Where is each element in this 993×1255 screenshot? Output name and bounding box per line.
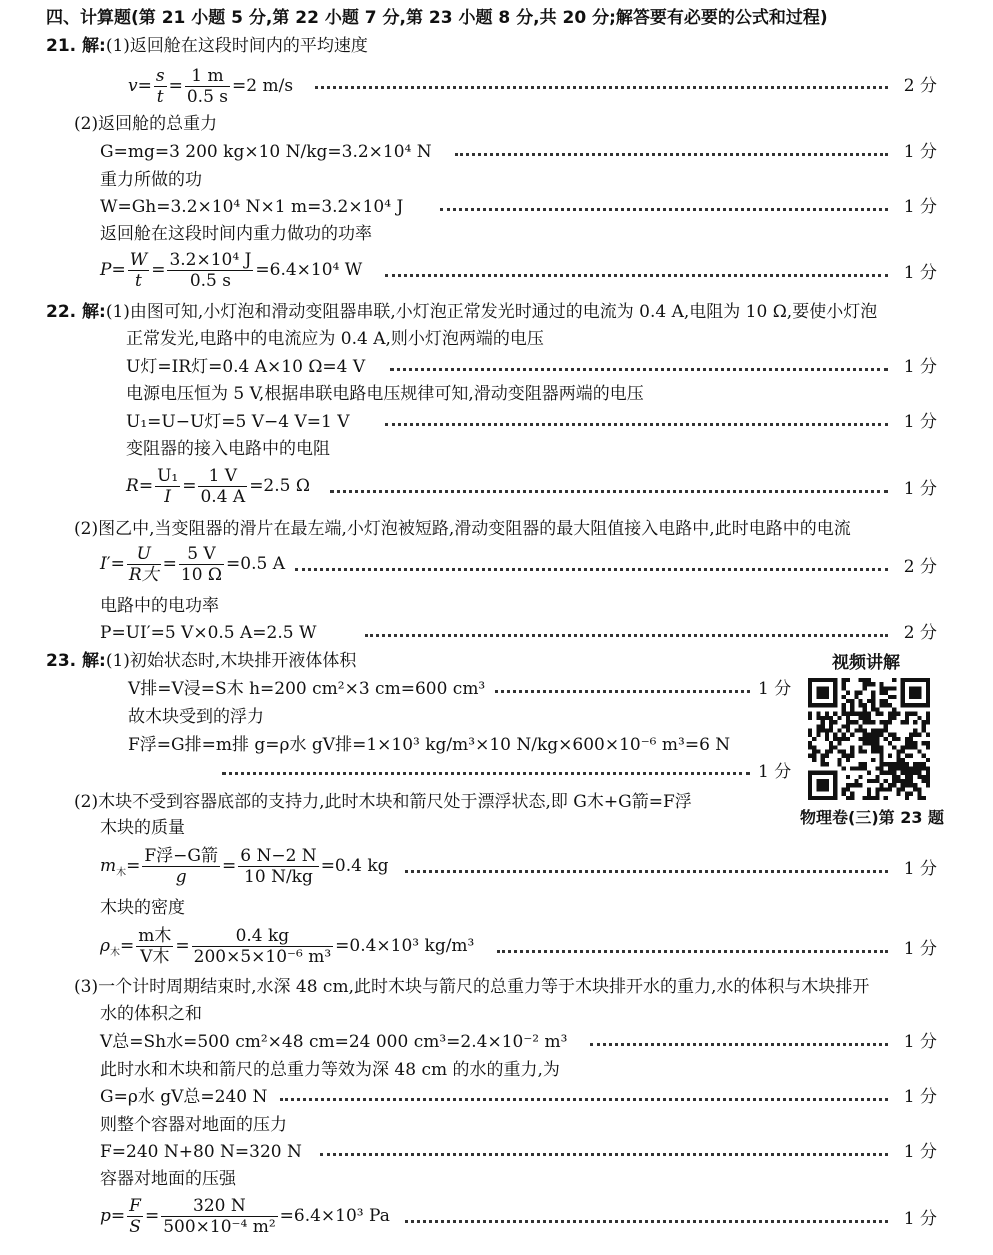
q23-force-equation: F=240 N+80 N=320 N [100, 1142, 302, 1162]
score: 1 分 [903, 1032, 937, 1052]
q21-velocity-equation: v= $\frac{s}{t}$ = $\frac{1 m}{0.5 s}$ =2 m/s [128, 66, 294, 107]
dot-leader [320, 1153, 888, 1156]
q21-work-text: 重力所做的功 [100, 170, 202, 190]
q23-density-text: 木块的密度 [100, 898, 185, 918]
score: 1 分 [903, 479, 937, 499]
dot-leader [495, 690, 750, 693]
score: 1 分 [903, 1142, 937, 1162]
q22-power-equation: P=UI′=5 V×0.5 A=2.5 W [100, 623, 317, 643]
qr-code[interactable] [806, 678, 932, 800]
score: 2 分 [903, 76, 937, 96]
score: 1 分 [758, 762, 792, 782]
score: 1 分 [758, 679, 792, 699]
qr-title: 视频讲解 [832, 653, 900, 673]
q22-power-text: 电路中的电功率 [100, 596, 219, 616]
q22-line1: 22. 解:(1)由图可知,小灯泡和滑动变阻器串联,小灯泡正常发光时通过的电流为 0.4 A,电阻为 10 Ω,要使小灯泡 [46, 302, 878, 322]
q23-buoyancy-equation: F浮=G排=m排 g=ρ水 gV排=1×10³ kg/m³×10 N/kg×600×10⁻⁶ m³=6 N [128, 735, 731, 755]
q23-gravity-text: 此时水和木块和箭尺的总重力等效为深 48 cm 的水的重力,为 [100, 1060, 560, 1080]
q22-part2-line1: (2)图乙中,当变阻器的滑片在最左端,小灯泡被短路,滑动变阻器的最大阻值接入电路中,此时电路中的电流 [74, 519, 851, 539]
score: 1 分 [903, 412, 937, 432]
dot-leader [295, 568, 888, 571]
score: 1 分 [903, 1209, 937, 1229]
score: 1 分 [903, 263, 937, 283]
qr-caption: 物理卷(三)第 23 题 [800, 808, 945, 827]
dot-leader [280, 1098, 888, 1101]
q23-mass-equation: $m_木=$ $\frac{\text{F浮−G箭}}{g}$ = $\frac{6 N-2 N}{10 N/kg}$ =0.4 kg [100, 846, 389, 887]
q22-rheostat-voltage-equation: U₁=U−U灯=5 V−4 V=1 V [126, 412, 350, 432]
q22-line2: 正常发光,电路中的电流应为 0.4 A,则小灯泡两端的电压 [126, 329, 544, 349]
q23-part3-line1: (3)一个计时周期结束时,水深 48 cm,此时木块与箭尺的总重力等于木块排开水的重力,水的体积与木块排开 [74, 977, 870, 997]
dot-leader [315, 86, 888, 89]
q23-total-volume-equation: V总=Sh水=500 cm²×48 cm=24 000 cm³=2.4×10⁻² m³ [100, 1032, 568, 1052]
dot-leader [590, 1043, 888, 1046]
q23-force-text: 则整个容器对地面的压力 [100, 1115, 287, 1135]
q21-intro: 21. 解:(1)返回舱在这段时间内的平均速度 [46, 36, 368, 56]
q23-pressure-text: 容器对地面的压强 [100, 1169, 236, 1189]
dot-leader [385, 274, 888, 277]
dot-leader [405, 870, 888, 873]
q21-power-equation: P= $\frac{W}{t}$ = $\frac{\text{3.2×10⁴ J}}{0.5 s}$ =6.4×10⁴ W [100, 250, 363, 291]
q23-part3-line2: 水的体积之和 [100, 1004, 202, 1024]
q23-gravity-equation: G=ρ水 gV总=240 N [100, 1087, 268, 1107]
q23-intro: 23. 解:(1)初始状态时,木块排开液体体积 [46, 651, 357, 671]
q22-text3: 变阻器的接入电路中的电阻 [126, 439, 330, 459]
score: 1 分 [903, 859, 937, 879]
dot-leader [390, 368, 888, 371]
dot-leader [385, 423, 888, 426]
q22-resistance-equation: R= $\frac{\text{U₁}}{I}$ = $\frac{1 V}{0.4 A}$ =2.5 Ω [126, 466, 310, 507]
q21-gravity-equation: G=mg=3 200 kg×10 N/kg=3.2×10⁴ N [100, 142, 432, 162]
dot-leader [405, 1220, 888, 1223]
score: 2 分 [903, 557, 937, 577]
score: 1 分 [903, 357, 937, 377]
q23-pressure-equation: p= $\frac{F}{S}$ = $\frac{320 N}{\text{500×10⁻⁴ m²}}$ =6.4×10³ Pa [100, 1196, 390, 1237]
q22-current-equation: I′= $\frac{U}{\text{R大}}$ = $\frac{5 V}{10 \Omega}$ =0.5 A [100, 544, 285, 585]
dot-leader [497, 950, 888, 953]
q21-part2-intro: (2)返回舱的总重力 [74, 114, 218, 134]
section-title: 四、计算题(第 21 小题 5 分,第 22 小题 7 分,第 23 小题 8 分,共 20 分;解答要有必要的公式和过程) [46, 8, 828, 28]
score: 2 分 [903, 623, 937, 643]
q23-volume-equation: V排=V浸=S木 h=200 cm²×3 cm=600 cm³ [128, 679, 486, 699]
q21-power-text: 返回舱在这段时间内重力做功的功率 [100, 224, 372, 244]
dot-leader [222, 772, 750, 775]
dot-leader [455, 153, 888, 156]
q21-work-equation: W=Gh=3.2×10⁴ N×1 m=3.2×10⁴ J [100, 197, 404, 217]
q23-mass-text: 木块的质量 [100, 818, 185, 838]
score: 1 分 [903, 1087, 937, 1107]
q23-density-equation: $\rho_木=$ $\frac{\text{m木}}{\text{V木}}$ = $\frac{0.4 kg}{\text{200×5×10⁻⁶ m³}}$ =0.4×10³ kg/m³ [100, 926, 475, 967]
score: 1 分 [903, 939, 937, 959]
dot-leader [440, 208, 888, 211]
score: 1 分 [903, 197, 937, 217]
q22-lamp-voltage-equation: U灯=IR灯=0.4 A×10 Ω=4 V [126, 357, 366, 377]
q22-text2: 电源电压恒为 5 V,根据串联电路电压规律可知,滑动变阻器两端的电压 [126, 384, 644, 404]
q23-buoyancy-text: 故木块受到的浮力 [128, 707, 264, 727]
score: 1 分 [903, 142, 937, 162]
dot-leader [365, 634, 888, 637]
q23-part2-intro: (2)木块不受到容器底部的支持力,此时木块和箭尺处于漂浮状态,即 G木+G箭=F浮 [74, 792, 692, 812]
dot-leader [330, 490, 888, 493]
